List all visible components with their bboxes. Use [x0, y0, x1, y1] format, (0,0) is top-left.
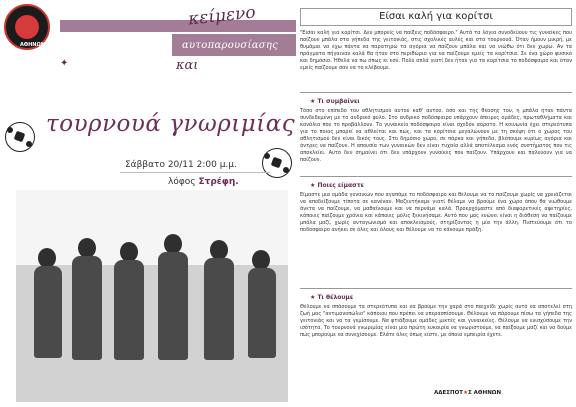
person-head	[120, 242, 138, 262]
headline-word-2: αυτοπαρουσίασης	[182, 40, 279, 51]
star-icon: ★	[463, 390, 468, 396]
section-heading-label: Ποιες είμαστε	[317, 182, 364, 189]
headline-word-1: κείμενο	[187, 2, 257, 30]
footer-prefix: ΑΔΕΣΠΟΤ	[434, 390, 464, 396]
person-figure	[204, 258, 234, 360]
team-photo	[16, 190, 288, 402]
soccer-ball-icon	[5, 122, 35, 152]
person-head	[78, 238, 96, 258]
section-text: Τόσο στο επίπεδο του αθλητισμού αυτού καθ' αυτού, όσο και της θέασης του, η μπάλα ήταν πάντα συνδεδεμένη με το ανδρικό φύλο. Στο ανδρικό ποδόσφαιρο υπάρχουν άπειρες ομάδες, πρωταθλήματα και κανάλια που το προβάλλουν. Το γυναικείο ποδόσφαιρο είναι σχεδόν αόρατο. Η κοινωνία έχει στερεότυπα για το ποιος μπορεί να αθλείται και πώς, και τα κορίτσια μεγαλώνουν με τη σκέψη ότι ο χώρος του αθλητισμού δεν είναι δικός τους. Στο δημόσιο χώρο, σε πάρκα και γήπεδα, βλέπουμε κυρίως αγόρια και άντρες να παίζουν. Η απουσία των γυναικών δεν είναι τυχαία αλλά αποτέλεσμα ενός συστήματος που τις αποκλείει. Αυτό δεν σημαίνει ότι δεν υπάρχουν γυναίκες που παίζουν. Υπάρχουν και παλεύουν για να παίζουν.	[300, 108, 572, 163]
section-heading: ★ Τι θέλουμε	[310, 294, 354, 301]
person-figure	[114, 260, 144, 360]
logo-caption: ΑΘΗΝΩΝ	[20, 42, 45, 48]
soccer-ball-icon	[262, 148, 292, 178]
location-place: Στρέφη.	[198, 177, 239, 187]
section-heading: ★ Τι συμβαίνει	[310, 98, 360, 105]
event-date-time: Σάββατο 20/11 2:00 μ.μ.	[125, 160, 237, 170]
person-figure	[34, 266, 62, 358]
section-heading-label: Τι συμβαίνει	[317, 98, 360, 105]
star-icon: ✦	[60, 58, 69, 69]
person-head	[164, 234, 182, 254]
headline-banner	[60, 20, 296, 32]
person-figure	[158, 252, 188, 360]
article-title: Είσαι καλή για κορίτσι	[300, 8, 572, 26]
divider	[300, 176, 572, 177]
divider	[120, 172, 270, 173]
person-figure	[248, 268, 276, 358]
section-heading-label: Τι θέλουμε	[317, 294, 354, 301]
article-intro: "Είσαι καλή για κορίτσι. Δεν μπορείς να παίξεις ποδόσφαιρο." Αυτά τα λόγια συνοδεύουν τις γυναίκες που παίζουν μπάλα στα γήπεδα της γειτονιάς, στις σχολικές αυλές και στα τουρνουά. Όταν ήμουν μικρή, με θυμάμαι να έχω πάντα να παρατηρώ τα αγόρια να παίζουν μπάλα και να νιώθω ότι δεν χωρώ. Αν τα πράγματα πήγαιναν καλά θα ήταν στο περιθώριο για να παίζουμε εμείς τα κορίτσια. Σε ένα χώρο φυσικό και δημόσιο. Ήθελα να πω όπως κι εσύ. Πολύ απλά γιατί δεν ήταν για τα κορίτσια το ποδόσφαιρο και όταν εμείς παίζουμε σαν να το κλέβουμε.	[300, 30, 572, 71]
logo-emblem-icon	[15, 15, 39, 39]
location-prefix: λόφος	[168, 177, 196, 187]
section-text: Είμαστε μια ομάδα γυναικών που αγαπάμε το ποδόσφαιρο και θέλουμε να το παίζουμε χωρίς να χρειάζεται να αποδείξουμε τίποτα σε κανέναν. Μαζευτήκαμε γιατί θέλαμε να βρούμε ένα χώρο όπου θα νιώθουμε άνετα να παίζουμε, να μαθαίνουμε και να περνάμε καλά. Προερχόμαστε από διαφορετικές αφετηρίες, κάποιες παίζουμε χρόνια και κάποιες μόλις ξεκινήσαμε. Αυτό που μας ενώνει είναι η διάθεση να παίζουμε μπάλα μαζί, χωρίς ανταγωνισμό και αποκλεισμούς, στηρίζοντας η μία την άλλη. Πιστεύουμε ότι το ποδόσφαιρο ανήκει σε όλες και όλους και θέλουμε να το κάνουμε πράξη.	[300, 192, 572, 233]
footer-suffix: Σ ΑΘΗΝΩΝ	[468, 390, 502, 396]
divider	[300, 288, 572, 289]
person-head	[210, 240, 228, 260]
poster-title: τουρνουά γνωριμίας	[46, 111, 296, 137]
section-text: Θέλουμε να σπάσουμε τα στερεότυπα και να βρούμε την χαρά στο παιχνίδι χωρίς αυτό να αποτελεί στη ζωή μας "αντιμονοπώλιο" κάποιου που πρέπει να υπερασπίσουμε. Θέλουμε να πάρουμε πίσω τα γήπεδα της γειτονιάς και να τα γεμίσουμε. Να φτιάξουμε ομάδες μικτές και γυναικείες. Θέλουμε να ενισχύσουμε την ισότητα. Το τουρνουά γνωριμίας είναι μια πρώτη ευκαιρία να γνωριστούμε, να παίξουμε μαζί και να δούμε πώς μπορούμε να συνεχίσουμε. Ελάτε όλες όπως είστε, με όποια εμπειρία έχετε.	[300, 304, 572, 338]
headline-word-3: και	[176, 58, 199, 73]
event-location	[168, 177, 239, 187]
section-heading: ★ Ποιες είμαστε	[310, 182, 364, 189]
photo-sky	[16, 190, 288, 265]
divider	[300, 92, 572, 93]
footer-signature	[434, 390, 501, 396]
person-head	[38, 248, 56, 268]
team-logo	[4, 4, 50, 50]
person-head	[252, 250, 270, 270]
person-figure	[72, 256, 102, 360]
